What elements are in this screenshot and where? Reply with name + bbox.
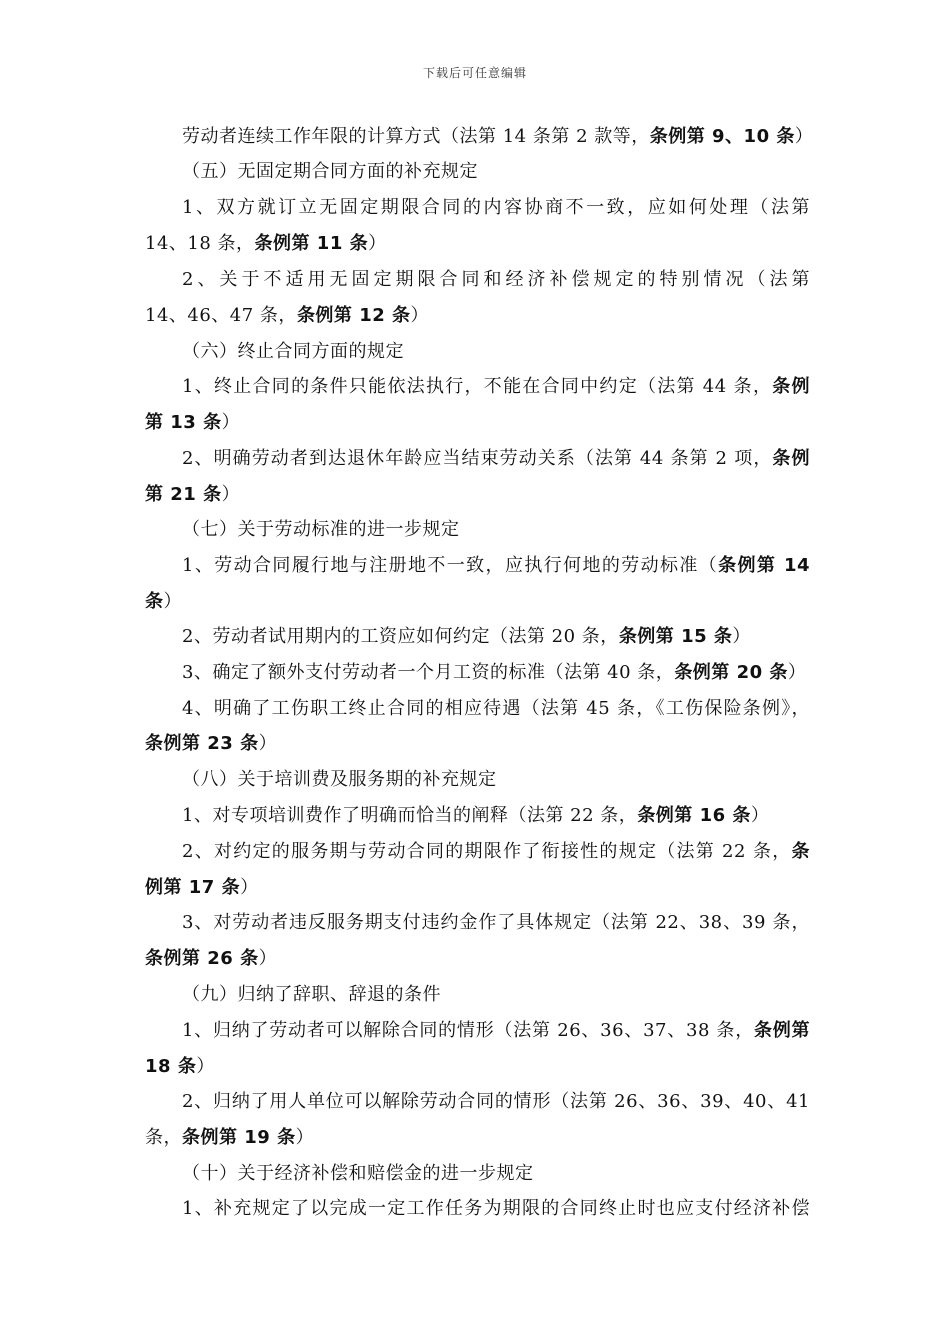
line-text: 2、归纳了用人单位可以解除劳动合同的情形（法第 26、36、39、40、41 xyxy=(182,1091,810,1112)
text-line xyxy=(182,375,810,399)
bold-citation: 例第 17 条 xyxy=(145,877,241,898)
line-text: ） xyxy=(794,126,814,147)
line-text: 1、补充规定了以完成一定工作任务为期限的合同终止时也应支付经济补偿 xyxy=(182,1198,810,1219)
text-line xyxy=(182,554,810,578)
line-text: 1、劳动合同履行地与注册地不一致，应执行何地的劳动标准（ xyxy=(182,555,719,576)
text-line xyxy=(145,1055,810,1079)
bold-citation: 条例第 12 条 xyxy=(296,305,411,326)
text-line xyxy=(182,1162,810,1186)
line-text: 14、46、47 条， xyxy=(145,305,297,326)
line-text: （八）关于培训费及服务期的补充规定 xyxy=(182,769,497,790)
line-text: 2、明确劳动者到达退休年龄应当结束劳动关系（法第 44 条第 2 项， xyxy=(182,448,773,469)
text-line xyxy=(182,840,810,864)
line-text: ） xyxy=(368,233,387,254)
bold-citation: 条 xyxy=(791,841,810,862)
line-text: 2、关于不适用无固定期限合同和经济补偿规定的特别情况（法第 xyxy=(182,269,810,290)
text-line xyxy=(182,661,810,685)
line-text: 劳动者连续工作年限的计算方式（法第 14 条第 2 款等， xyxy=(182,126,650,147)
text-line xyxy=(182,125,814,149)
line-text: ） xyxy=(732,626,751,647)
text-line xyxy=(182,1019,810,1043)
line-text: （五）无固定期合同方面的补充规定 xyxy=(182,161,478,182)
line-text: 条， xyxy=(145,1127,182,1148)
line-text: 2、劳动者试用期内的工资应如何约定（法第 20 条， xyxy=(182,626,619,647)
text-line xyxy=(182,196,810,220)
bold-citation: 第 21 条 xyxy=(145,484,222,505)
bold-citation: 条 xyxy=(145,591,164,612)
bold-citation: 条例第 16 条 xyxy=(637,805,751,826)
line-text: 4、明确了工伤职工终止合同的相应待遇（法第 45 条，《工伤保险条例》， xyxy=(182,698,810,719)
text-line xyxy=(145,590,810,614)
line-text: ） xyxy=(410,305,430,326)
bold-citation: 条例第 11 条 xyxy=(254,233,369,254)
line-text: ） xyxy=(750,805,770,826)
line-text: 1、双方就订立无固定期限合同的内容协商不一致，应如何处理（法第 xyxy=(182,197,810,218)
bold-citation: 条例 xyxy=(772,376,811,397)
text-line xyxy=(182,447,810,471)
line-text: （十）关于经济补偿和赔偿金的进一步规定 xyxy=(182,1163,534,1184)
line-text: ） xyxy=(196,1056,215,1077)
line-text: 1、对专项培训费作了明确而恰当的阐释（法第 22 条， xyxy=(182,805,638,826)
line-text: 2、对约定的服务期与劳动合同的期限作了衔接性的规定（法第 22 条， xyxy=(182,841,792,862)
line-text: ） xyxy=(787,662,807,683)
text-line xyxy=(182,1197,810,1221)
text-line xyxy=(182,697,810,721)
bold-citation: 条例第 19 条 xyxy=(182,1127,296,1148)
line-text: ） xyxy=(163,591,182,612)
text-line xyxy=(182,625,810,649)
bold-citation: 条例第 15 条 xyxy=(618,626,733,647)
bold-citation: 条例第 14 xyxy=(718,555,810,576)
text-line xyxy=(145,1126,810,1150)
line-text: ） xyxy=(258,948,278,969)
text-line xyxy=(182,983,810,1007)
line-text: ） xyxy=(240,877,259,898)
bold-citation: 18 条 xyxy=(145,1056,197,1077)
text-line xyxy=(182,911,810,935)
line-text: ） xyxy=(258,733,278,754)
text-line xyxy=(182,804,810,828)
line-text: ） xyxy=(295,1127,315,1148)
page-header: 下载后可任意编辑 xyxy=(422,66,527,80)
text-line xyxy=(145,876,810,900)
text-line xyxy=(145,732,810,756)
text-line xyxy=(145,483,810,507)
bold-citation: 第 13 条 xyxy=(145,412,222,433)
line-text: 1、终止合同的条件只能依法执行，不能在合同中约定（法第 44 条， xyxy=(182,376,773,397)
bold-citation: 条例第 xyxy=(753,1020,810,1041)
bold-citation: 条例 xyxy=(772,448,810,469)
bold-citation: 条例第 20 条 xyxy=(674,662,788,683)
line-text: 3、确定了额外支付劳动者一个月工资的标准（法第 40 条， xyxy=(182,662,675,683)
text-line xyxy=(182,340,810,364)
text-line xyxy=(182,1090,810,1114)
bold-citation: 条例第 26 条 xyxy=(145,948,259,969)
bold-citation: 条例第 23 条 xyxy=(145,733,259,754)
text-line xyxy=(145,304,810,328)
line-text: （七）关于劳动标准的进一步规定 xyxy=(182,519,460,540)
line-text: ） xyxy=(221,412,241,433)
bold-citation: 条例第 9、10 条 xyxy=(649,126,795,147)
text-line xyxy=(182,160,810,184)
line-text: ） xyxy=(221,484,241,505)
line-text: 3、对劳动者违反服务期支付违约金作了具体规定（法第 22、38、39 条， xyxy=(182,912,810,933)
text-line xyxy=(182,768,810,792)
text-line xyxy=(182,268,810,292)
text-line xyxy=(145,411,810,435)
text-line xyxy=(145,947,810,971)
line-text: 1、归纳了劳动者可以解除合同的情形（法第 26、36、37、38 条， xyxy=(182,1020,754,1041)
text-line xyxy=(145,232,810,256)
text-line xyxy=(182,518,810,542)
line-text: （九）归纳了辞职、辞退的条件 xyxy=(182,984,441,1005)
line-text: 14、18 条， xyxy=(145,233,255,254)
line-text: （六）终止合同方面的规定 xyxy=(182,341,404,362)
